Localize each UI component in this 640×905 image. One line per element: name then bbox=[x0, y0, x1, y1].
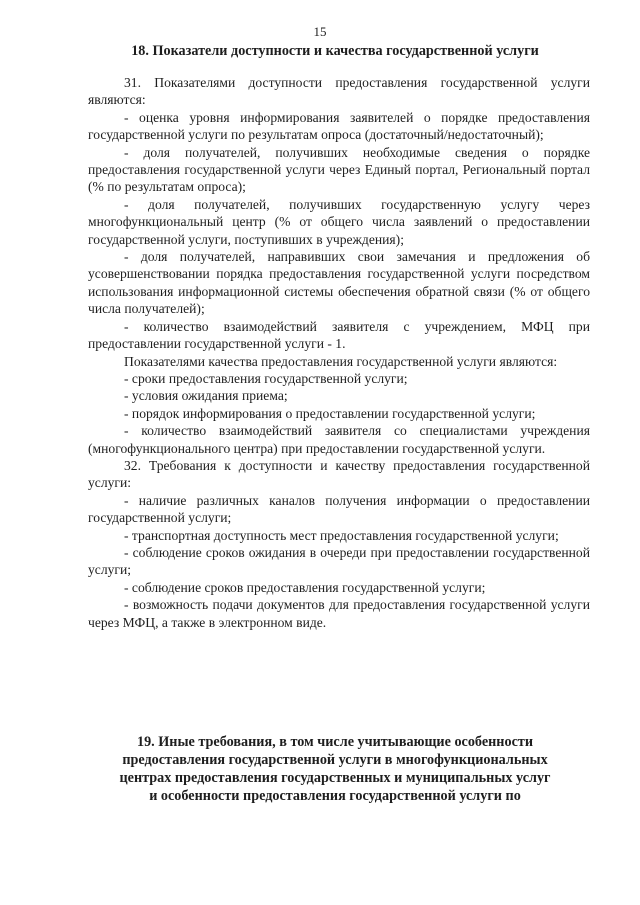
section-19-heading bbox=[80, 733, 590, 805]
access-item: - доля получателей, получивших государственную услугу через многофункциональный центр (% от общего числа заявлений о предоставлении государственной услуги, поступивших в учреждения); bbox=[88, 196, 590, 247]
paragraph-31-intro: 31. Показателями доступности предоставления государственной услуги являются: bbox=[88, 75, 590, 108]
quality-intro: Показателями качества предоставления государственной услуги являются: bbox=[124, 353, 558, 369]
requirement-item: - транспортная доступность мест предоставления государственной услуги; bbox=[124, 527, 559, 543]
quality-item: - условия ожидания приема; bbox=[124, 388, 288, 404]
section-19-heading-line: предоставления государственной услуги в многофункциональных bbox=[122, 752, 548, 768]
paragraph-32-intro: 32. Требования к доступности и качеству предоставления государственной услуги: bbox=[88, 457, 590, 491]
access-item: - доля получателей, направивших свои замечания и предложения об усовершенствовании порядка предоставления государственной услуги посредством использования информационной системы обеспечения обратной связи (% от общего числа получателей); bbox=[88, 249, 590, 317]
section-18-heading: 18. Показатели доступности и качества государственной услуги bbox=[131, 43, 539, 59]
section-19-heading-line: 19. Иные требования, в том числе учитывающие особенности bbox=[136, 734, 534, 750]
section-19-heading-line: и особенности предоставления государственной услуги по bbox=[149, 788, 521, 804]
requirement-item: - соблюдение сроков предоставления государственной услуги; bbox=[124, 579, 486, 595]
requirement-item: - соблюдение сроков ожидания в очереди при предоставлении государственной услуги; bbox=[88, 544, 590, 578]
section-18-body bbox=[88, 74, 590, 631]
requirement-item: - наличие различных каналов получения информации о предоставлении государственной услуги; bbox=[88, 492, 590, 526]
access-item: - количество взаимодействий заявителя с учреждением, МФЦ при предоставлении государственной услуги - 1. bbox=[88, 318, 590, 352]
quality-item: - сроки предоставления государственной услуги; bbox=[124, 370, 408, 386]
access-item: - оценка уровня информирования заявителей о порядке предоставления государственной услуги по результатам опроса (достаточный/недостаточный); bbox=[88, 109, 590, 143]
requirement-item: - возможность подачи документов для предоставления государственной услуги через МФЦ, а также в электронном виде. bbox=[88, 597, 590, 630]
access-item: - доля получателей, получивших необходимые сведения о порядке предоставления государственной услуги через Единый портал, Региональный портал (% по результатам опроса); bbox=[88, 144, 590, 195]
quality-item: - количество взаимодействий заявителя со специалистами учреждения (многофункционального центра) при предоставлении государственной услуги. bbox=[88, 423, 590, 456]
page-number: 15 bbox=[313, 24, 327, 39]
quality-item: - порядок информирования о предоставлении государственной услуги; bbox=[124, 405, 536, 421]
section-19-heading-line: центрах предоставления государственных и муниципальных услуг bbox=[119, 770, 551, 786]
